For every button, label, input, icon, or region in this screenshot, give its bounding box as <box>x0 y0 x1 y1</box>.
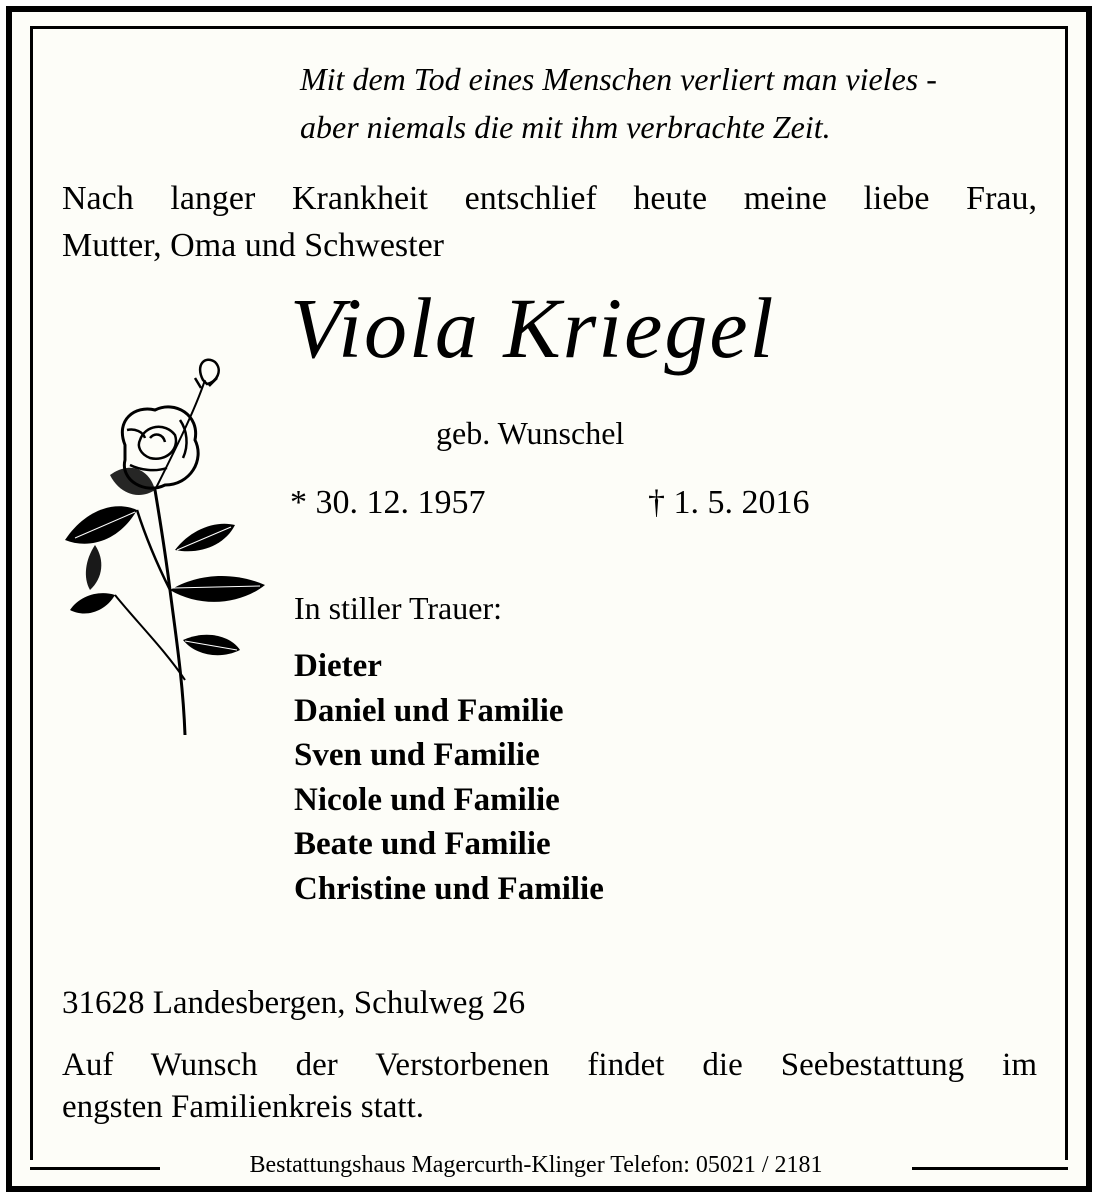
footer-rule-right <box>912 1167 1068 1170</box>
mourners-list <box>294 644 604 911</box>
mourner-name: Daniel und Familie <box>294 692 564 729</box>
intro-line-1: Nach langer Krankheit entschlief heute meine liebe Frau, <box>62 180 1037 217</box>
birth-date: * 30. 12. 1957 <box>290 484 486 521</box>
mourning-label: In stiller Trauer: <box>294 590 502 626</box>
funeral-home-footer: Bestattungshaus Magercurth-Klinger Telefon: 05021 / 2181 <box>249 1152 823 1178</box>
footer-rule-left <box>30 1167 160 1170</box>
burial-line-1: Auf Wunsch der Verstorbenen findet die Seebestattung im <box>62 1047 1037 1083</box>
intro-text <box>62 175 1037 269</box>
quote-line-1: Mit dem Tod eines Menschen verliert man vieles - <box>300 61 937 97</box>
mourner-name: Beate und Familie <box>294 826 551 862</box>
rose-icon <box>55 350 275 735</box>
burial-line-2: engsten Familienkreis statt. <box>62 1089 425 1125</box>
quote-line-2: aber niemals die mit ihm verbrachte Zeit. <box>300 109 831 145</box>
birth-name: geb. Wunschel <box>436 415 625 451</box>
burial-notice <box>62 1044 1037 1128</box>
mourner-name: Nicole und Familie <box>294 781 560 818</box>
death-date: † 1. 5. 2016 <box>648 484 810 521</box>
mourner-name: Christine und Familie <box>294 870 604 907</box>
memorial-quote <box>300 55 1060 151</box>
deceased-name: Viola Kriegel <box>290 280 776 376</box>
mourner-name: Sven und Familie <box>294 737 540 773</box>
mourner-name: Dieter <box>294 648 382 684</box>
intro-line-2: Mutter, Oma und Schwester <box>62 227 445 264</box>
address: 31628 Landesbergen, Schulweg 26 <box>62 985 526 1021</box>
